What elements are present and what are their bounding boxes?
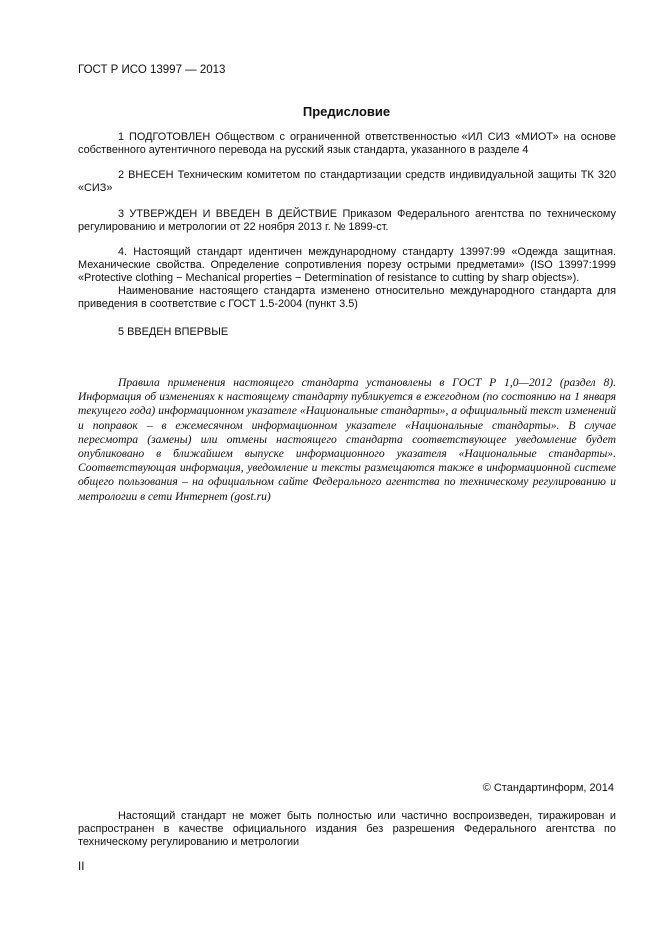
item-4-text: 4. Настоящий стандарт идентичен международному стандарту 13997:99 «Одежда защитная. Механические свойства. Определение сопротивления порезу острыми предметами» (ISO 13997:1999 «Protective clothing − Mechanical properties − Determination of resistance to cutting by sharp objects»). — [78, 246, 616, 284]
item-5-text: 5 ВВЕДЕН ВПЕРВЫЕ — [118, 326, 229, 338]
item-2-introduced — [78, 169, 616, 195]
item-1-prepared — [78, 131, 616, 157]
page-number: II — [78, 861, 85, 873]
item-5-first-introduced — [78, 326, 616, 339]
item-1-text: 1 ПОДГОТОВЛЕН Обществом с ограниченной ответственностью «ИЛ СИЗ «МИОТ» на основе собственного аутентичного перевода на русский язык стандарта, указанного в разделе 4 — [78, 131, 616, 156]
section-title: Предисловие — [302, 104, 391, 119]
item-2-text: 2 ВНЕСЕН Техническим комитетом по стандартизации средств индивидуальной защиты ТК 320 «СИЗ» — [78, 169, 616, 194]
copyright-line: © Стандартинформ, 2014 — [482, 782, 614, 794]
rules-of-application-notice: Правила применения настоящего стандарта установлены в ГОСТ Р 1,0—2012 (раздел 8). Информация об изменениях к настоящему стандарту публикуется в ежегодном (по состоянию на 1 января текущего года) информационном указателе «Национальные стандарты», а официальный текст изменений и поправок – в ежемесячном информационном указателе «Национальные стандарты». В случае пересмотра (замены) или отмены настоящего стандарта соответствующее уведомление будет опубликовано в ближайшем выпуске информационного указателя «Национальные стандарты». Соответствующая информация, уведомление и тексты размещаются также в информационной системе общего пользования – на официальном сайте Федерального агентства по техническому регулированию и метрологии в сети Интернет (gost.ru) — [78, 376, 616, 503]
item-4-name-change: Наименование настоящего стандарта изменено относительно международного стандарта для приведения в соответствие с ГОСТ 1.5-2004 (пункт 3.5) — [78, 285, 616, 310]
document-code-header: ГОСТ Р ИСО 13997 — 2013 — [78, 64, 226, 76]
reproduction-notice: Настоящий стандарт не может быть полностью или частично воспроизведен, тиражирован и распространен в качестве официального издания без разрешения Федерального агентства по техническому регулированию и метрологии — [78, 810, 616, 848]
item-3-approved — [78, 208, 616, 234]
item-3-text: 3 УТВЕРЖДЕН И ВВЕДЕН В ДЕЙСТВИЕ Приказом Федерального агентства по техническому регулированию и метрологии от 22 ноября 2013 г. № 1899-ст. — [78, 208, 616, 233]
item-4-identical — [78, 246, 616, 311]
